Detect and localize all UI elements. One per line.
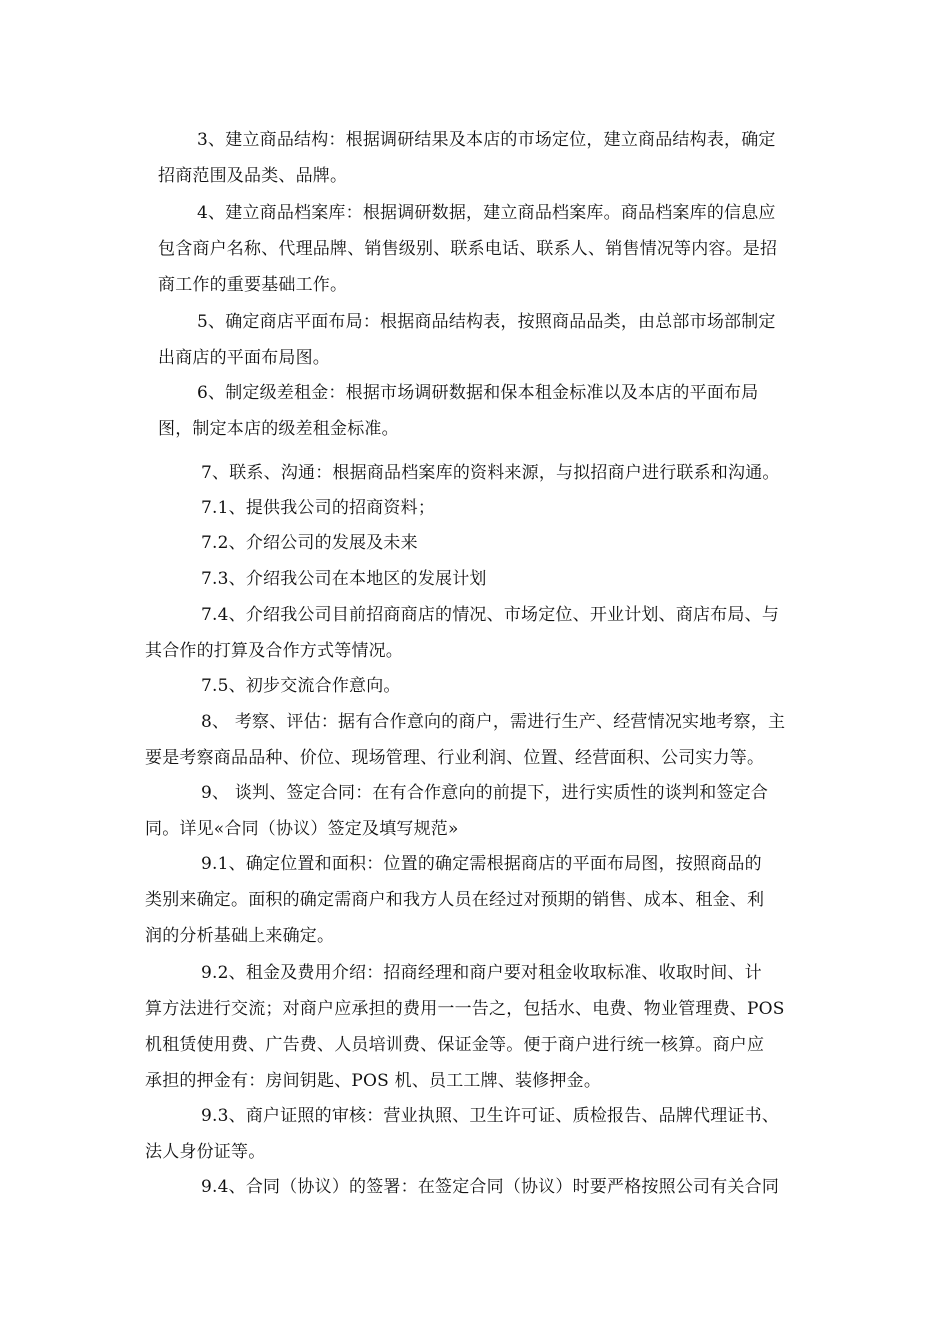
text-line: 商工作的重要基础工作。 xyxy=(158,275,348,295)
paragraph-step-7-1 xyxy=(0,490,435,526)
text-line: 要是考察商品品种、价位、现场管理、行业利润、位置、经营面积、公司实力等。 xyxy=(145,748,765,768)
text-line: 7.1、提供我公司的招商资料； xyxy=(201,498,436,518)
text-line: 6、制定级差租金：根据市场调研数据和保本租金标准以及本店的平面布局 xyxy=(197,383,759,403)
text-line: 机租赁使用费、广告费、人员培训费、保证金等。便于商户进行统一核算。商户应 xyxy=(145,1035,765,1055)
paragraph-step-7-3 xyxy=(0,561,487,597)
text-line: 包含商户名称、代理品牌、销售级别、联系电话、联系人、销售情况等内容。是招 xyxy=(158,239,778,259)
paragraph-step-9-2 xyxy=(0,955,785,1099)
text-line: 9.1、确定位置和面积：位置的确定需根据商店的平面布局图，按照商品的 xyxy=(201,854,762,874)
paragraph-step-9-3 xyxy=(0,1098,779,1170)
paragraph-step-7-4 xyxy=(0,597,779,669)
text-line: 招商范围及品类、品牌。 xyxy=(158,166,348,186)
text-line: 9.3、商户证照的审核：营业执照、卫生许可证、质检报告、品牌代理证书、 xyxy=(201,1106,780,1126)
paragraph-step-7-2 xyxy=(0,525,418,561)
text-line: 9、 谈判、签定合同：在有合作意向的前提下，进行实质性的谈判和签定合 xyxy=(201,783,769,803)
paragraph-step-9-1 xyxy=(0,846,764,954)
text-line: 其合作的打算及合作方式等情况。 xyxy=(145,641,403,661)
text-line: 出商店的平面布局图。 xyxy=(158,348,330,368)
paragraph-step-3 xyxy=(0,122,776,194)
text-line: 4、建立商品档案库：根据调研数据，建立商品档案库。商品档案库的信息应 xyxy=(197,203,776,223)
text-line: 7.5、初步交流合作意向。 xyxy=(201,676,401,696)
text-line: 7.3、介绍我公司在本地区的发展计划 xyxy=(201,569,487,589)
text-line: 7、联系、沟通：根据商品档案库的资料来源，与拟招商户进行联系和沟通。 xyxy=(201,463,780,483)
text-line: 法人身份证等。 xyxy=(145,1142,266,1162)
text-line: 润的分析基础上来确定。 xyxy=(145,926,335,946)
text-line: 7.4、介绍我公司目前招商商店的情况、市场定位、开业计划、商店布局、与 xyxy=(201,605,780,625)
text-line: 3、建立商品结构：根据调研结果及本店的市场定位，建立商品结构表，确定 xyxy=(197,130,776,150)
paragraph-step-8 xyxy=(0,704,785,776)
paragraph-step-4 xyxy=(0,195,777,303)
text-line: 同。详见«合同（协议）签定及填写规范» xyxy=(145,819,459,839)
text-line: 图，制定本店的级差租金标准。 xyxy=(158,419,399,439)
text-line: 5、确定商店平面布局：根据商品结构表，按照商品品类，由总部市场部制定 xyxy=(197,312,776,332)
text-line: 9.4、合同（协议）的签署：在签定合同（协议）时要严格按照公司有关合同 xyxy=(201,1177,780,1197)
text-line: 算方法进行交流；对商户应承担的费用一一告之，包括水、电费、物业管理费、POS xyxy=(145,999,785,1019)
paragraph-step-6 xyxy=(0,375,758,447)
text-line: 承担的押金有：房间钥匙、POS 机、员工工牌、装修押金。 xyxy=(145,1071,602,1091)
text-line: 类别来确定。面积的确定需商户和我方人员在经过对预期的销售、成本、租金、利 xyxy=(145,890,765,910)
paragraph-step-5 xyxy=(0,304,776,376)
paragraph-step-9-4 xyxy=(0,1169,779,1205)
paragraph-step-7 xyxy=(0,455,780,491)
text-line: 9.2、租金及费用介绍：招商经理和商户要对租金收取标准、收取时间、计 xyxy=(201,963,762,983)
text-line: 7.2、介绍公司的发展及未来 xyxy=(201,533,418,553)
paragraph-step-7-5 xyxy=(0,668,401,704)
text-line: 8、 考察、评估：据有合作意向的商户，需进行生产、经营情况实地考察，主 xyxy=(201,712,786,732)
paragraph-step-9 xyxy=(0,775,768,847)
